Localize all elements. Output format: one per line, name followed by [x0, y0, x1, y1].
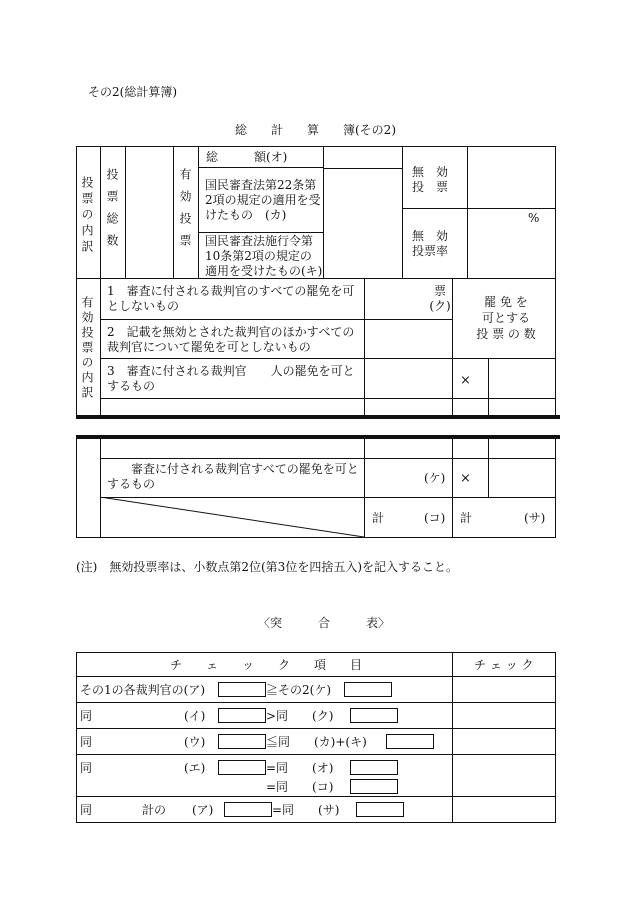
valid-votes-label: 有効投票: [178, 168, 192, 256]
ku-label: 票 (ク): [429, 284, 451, 313]
dismiss-count-label: 罷 免 を 可とする 投 票 の 数: [476, 295, 536, 341]
check-row-4-left: 同: [80, 761, 93, 775]
ke-label: (ケ): [424, 471, 446, 485]
total-sa-label: 計: [460, 511, 473, 525]
check-row-4-op: =同 (オ): [266, 761, 334, 775]
check-row-4-box-c[interactable]: [350, 779, 398, 794]
note-text: (注) 無効投票率は、小数点第2位(第3位を四捨五入)を記入すること。: [76, 560, 458, 574]
valid-breakdown-label: 有効投票の内訳: [80, 296, 94, 401]
col-check: チ ェ ッ ク: [474, 658, 534, 672]
percent-unit: %: [528, 211, 540, 225]
row-last-text: 審査に付される裁判官すべての罷免を可とするもの: [107, 462, 359, 491]
check-row-4-box-b[interactable]: [350, 760, 398, 775]
cross-mark: ×: [460, 373, 471, 388]
check-row-2-op: >同 (ク): [266, 709, 334, 723]
total-votes-label: 投票総数: [105, 168, 119, 256]
table1-title: 総 計 算 簿(その2): [235, 123, 396, 137]
check-row-1-box-b[interactable]: [344, 682, 392, 697]
check-row-3-ref: (ウ): [184, 735, 206, 749]
page-heading: その2(総計算簿): [88, 85, 177, 99]
check-row-5-ref: (ア): [192, 803, 214, 817]
check-row-2-box-a[interactable]: [218, 708, 266, 723]
total-amount-label: 総 額(オ): [206, 150, 288, 164]
row1-text: 1 審査に付される裁判官のすべての罷免を可としないもの: [107, 284, 355, 313]
art10-label: 国民審査法施行令第10条第2項の規定の適用を受けたもの(キ): [205, 234, 323, 278]
check-row-3-box-b[interactable]: [386, 734, 434, 749]
total-sa-ref: (サ): [524, 511, 546, 525]
invalid-votes-label: 無 効 投 票: [412, 165, 449, 194]
check-row-4-ref: (エ): [184, 761, 206, 775]
invalid-rate-label: 無 効 投票率: [412, 229, 449, 258]
check-row-5-left: 同: [80, 803, 93, 817]
check-row-5-box-b[interactable]: [356, 802, 404, 817]
check-row-2-left: 同: [80, 709, 93, 723]
cross-mark-2: ×: [460, 471, 471, 486]
check-row-2-box-b[interactable]: [350, 708, 398, 723]
total-ko-label: 計: [372, 511, 385, 525]
col-check-items: チ ェ ッ ク 項 目: [170, 658, 363, 672]
check-row-1-left: その1の各裁判官の(ア): [80, 683, 205, 697]
check-row-5-mid: 計の: [142, 803, 167, 817]
total-ko-ref: (コ): [424, 511, 446, 525]
row3-text: 3 審査に付される裁判官 人の罷免を可とするもの: [107, 364, 355, 393]
art22-label: 国民審査法第22条第2項の規定の適用を受けたもの (カ): [205, 178, 321, 222]
check-row-5-box-a[interactable]: [224, 802, 272, 817]
breakdown-label: 投票の内訳: [80, 176, 94, 256]
check-row-3-left: 同: [80, 735, 93, 749]
check-row-3-op: ≦同 (カ)+(キ): [266, 735, 367, 749]
check-row-4-box-a[interactable]: [218, 760, 266, 775]
check-row-5-op: =同 (サ): [272, 803, 340, 817]
check-row-2-ref: (イ): [184, 709, 206, 723]
check-row-1-op: ≧その2(ケ): [266, 683, 331, 697]
table2-title: 〈突 合 表〉: [258, 616, 391, 630]
check-row-3-box-a[interactable]: [218, 734, 266, 749]
check-row-1-box-a[interactable]: [218, 682, 266, 697]
row2-text: 2 記載を無効とされた裁判官のほかすべての裁判官について罷免を可としないもの: [107, 325, 355, 354]
check-row-4-op2: =同 (コ): [266, 780, 334, 794]
